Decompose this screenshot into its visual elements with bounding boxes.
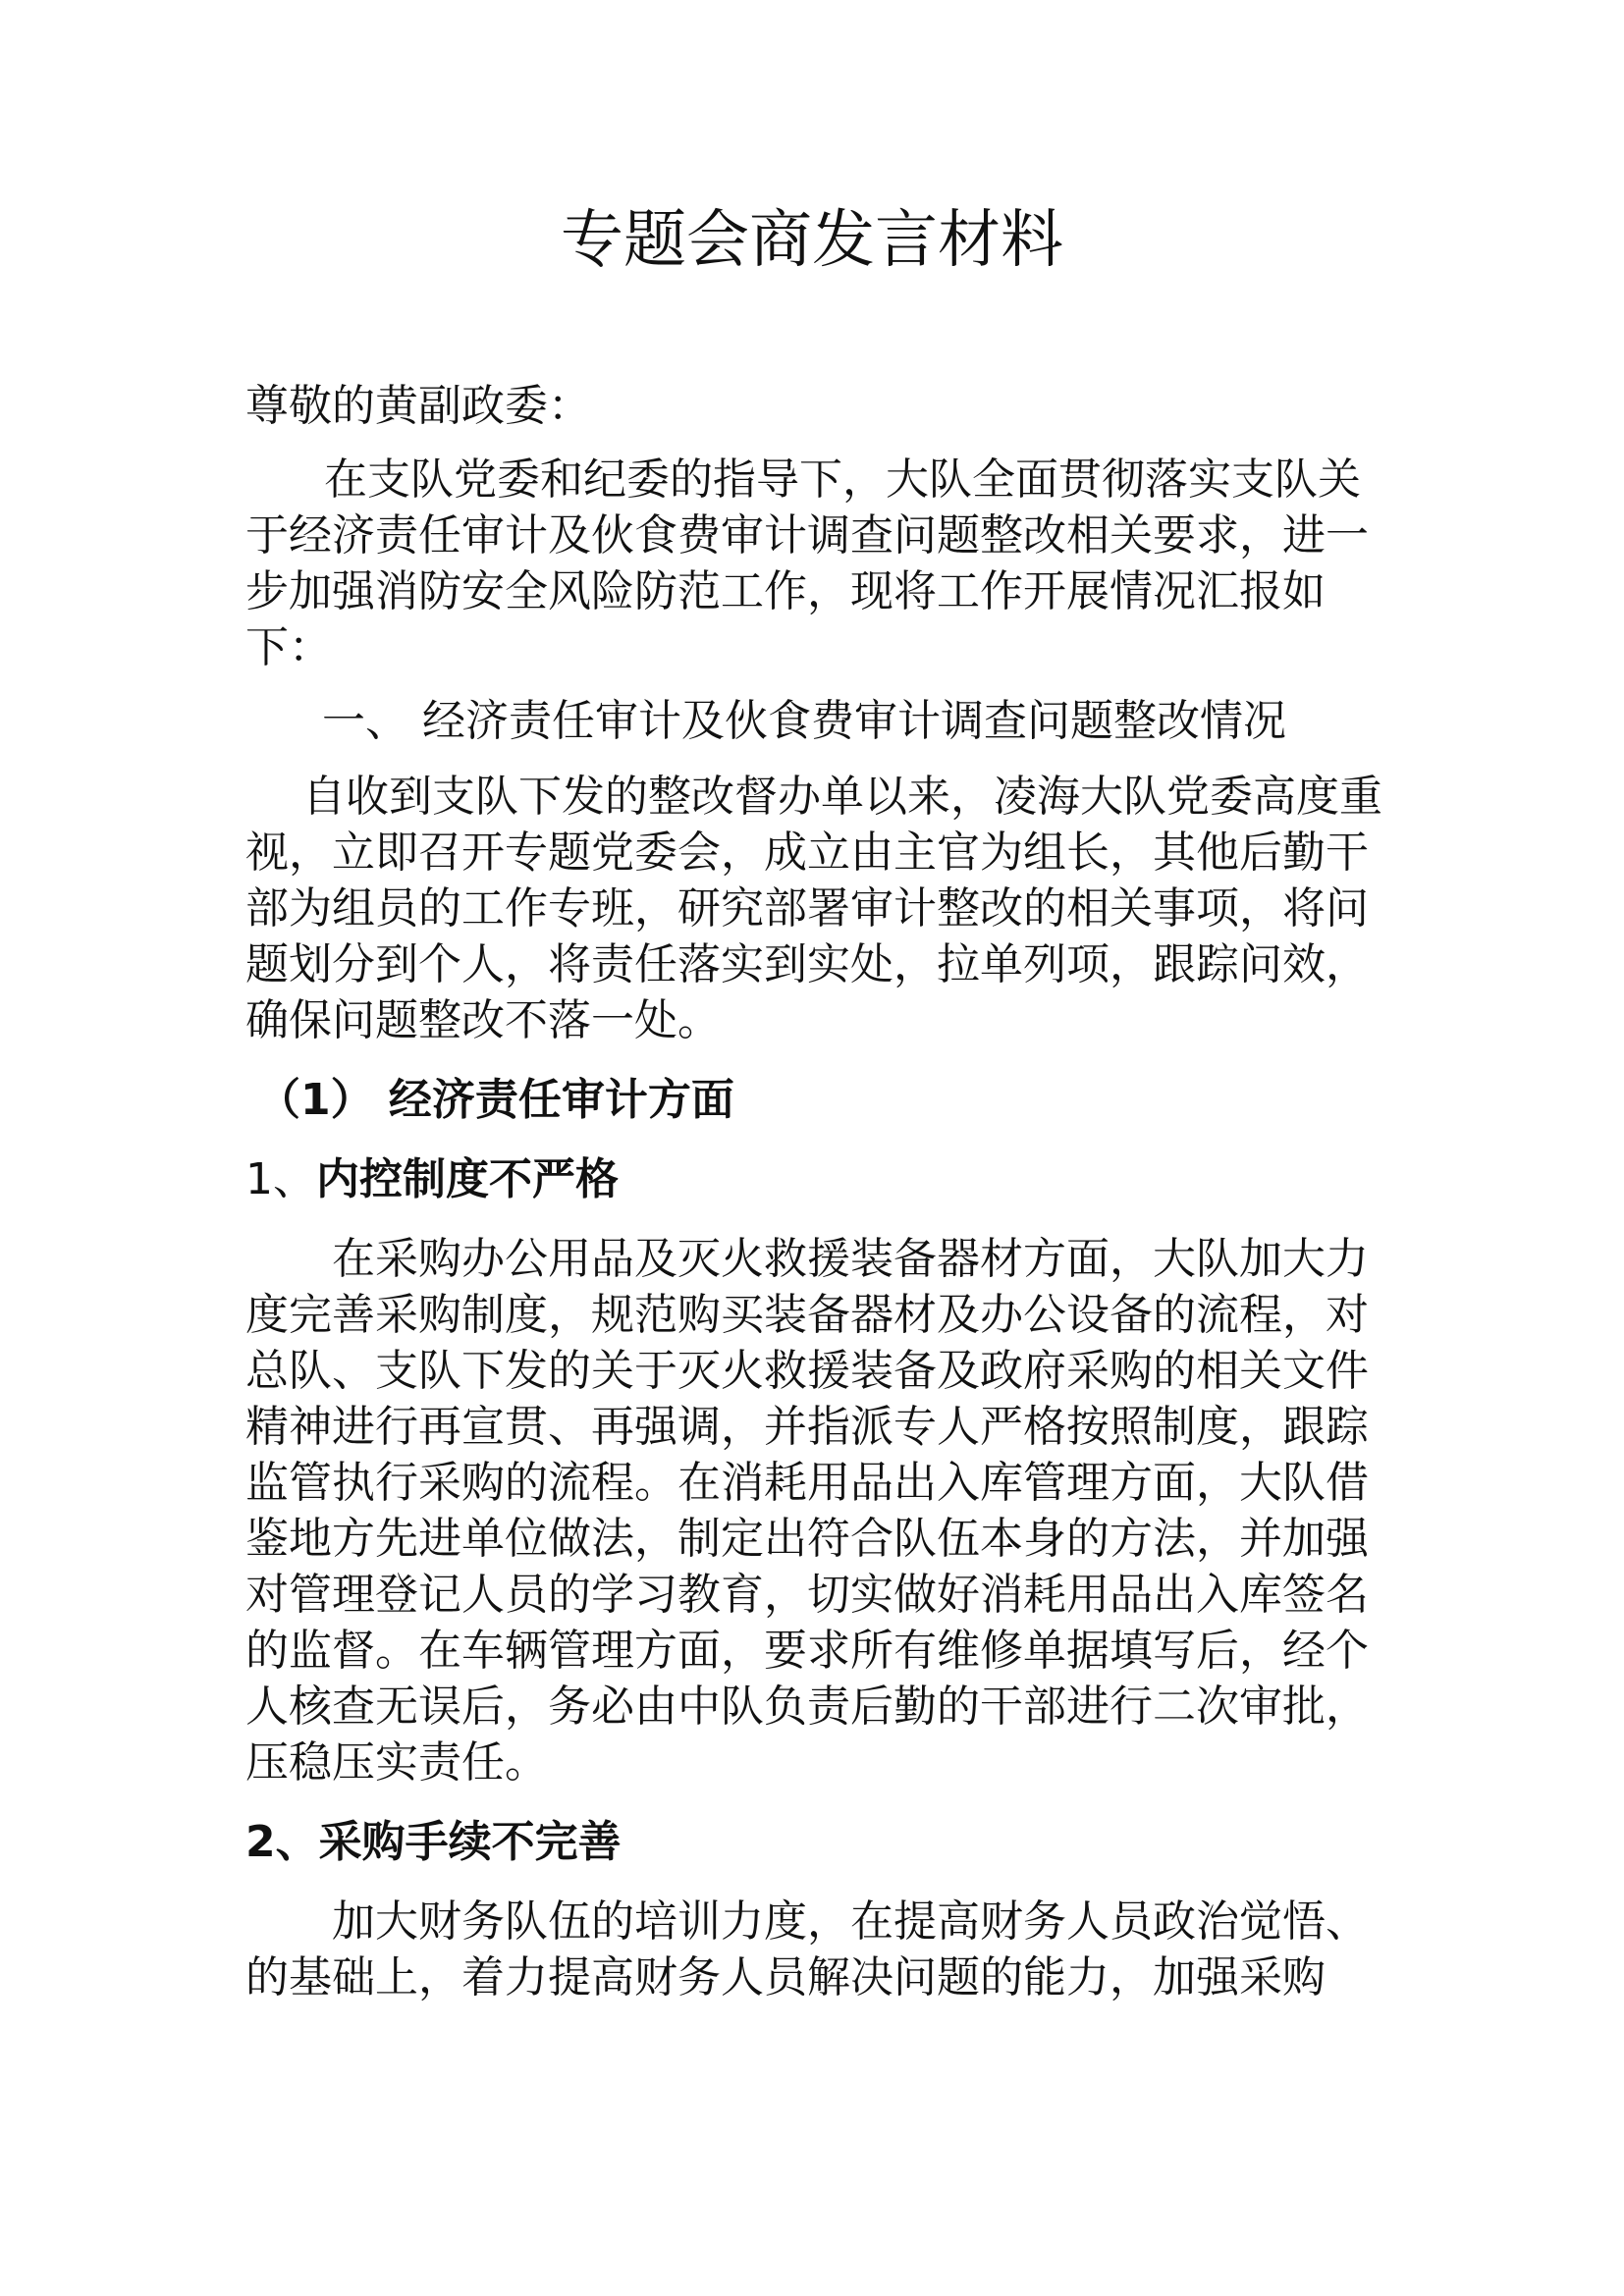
document-title: 专题会商发言材料 [561, 204, 1063, 277]
item-heading-2: 2、采购手续不完善 [245, 1817, 622, 1867]
item-heading-1 [245, 1151, 1394, 1207]
item-title: 内控制度不严格 [316, 1154, 619, 1204]
item-paragraph-1: 在采购办公用品及灭火救援装备器材方面，大队加大力度完善采购制度，规范购买装备器材及办公设备的流程，对总队、支队下发的关于灭火救援装备及政府采购的相关文件精神进行再宣贯、再强调，并指派专人严格按照制度，跟踪监管执行采购的流程。在消耗用品出入库管理方面，大队借鉴地方先进单位做法，制定出符合队伍本身的方法，并加强对管理登记人员的学习教育，切实做好消耗用品出入库签名的监督。在车辆管理方面，要求所有维修单据填写后，经个人核查无误后，务必由中队负责后勤的干部进行二次审批，压稳压实责任。 [245, 1234, 1369, 1788]
intro-paragraph: 在支队党委和纪委的指导下，大队全面贯彻落实支队关于经济责任审计及伙食费审计调查问题整改相关要求，进一步加强消防安全风险防范工作，现将工作开展情况汇报如下： [245, 454, 1369, 672]
section-heading: 一、 经济责任审计及伙食费审计调查问题整改情况 [322, 696, 1286, 746]
item-number: 1、 [245, 1154, 316, 1204]
document-body [245, 378, 1394, 2005]
subsection-heading: （1） 经济责任审计方面 [257, 1075, 734, 1125]
section-paragraph: 自收到支队下发的整改督办单以来，凌海大队党委高度重视，立即召开专题党委会，成立由主官为组长，其他后勤干部为组员的工作专班，研究部署审计整改的相关事项，将问题划分到个人，将责任落实到实处，拉单列项，跟踪问效，确保问题整改不落一处。 [245, 772, 1382, 1045]
salutation: 尊敬的黄副政委： [245, 381, 591, 431]
item-paragraph-2: 加大财务队伍的培训力度，在提高财务人员政治觉悟、的基础上，着力提高财务人员解决问题的能力，加强采购 [245, 1896, 1369, 2002]
